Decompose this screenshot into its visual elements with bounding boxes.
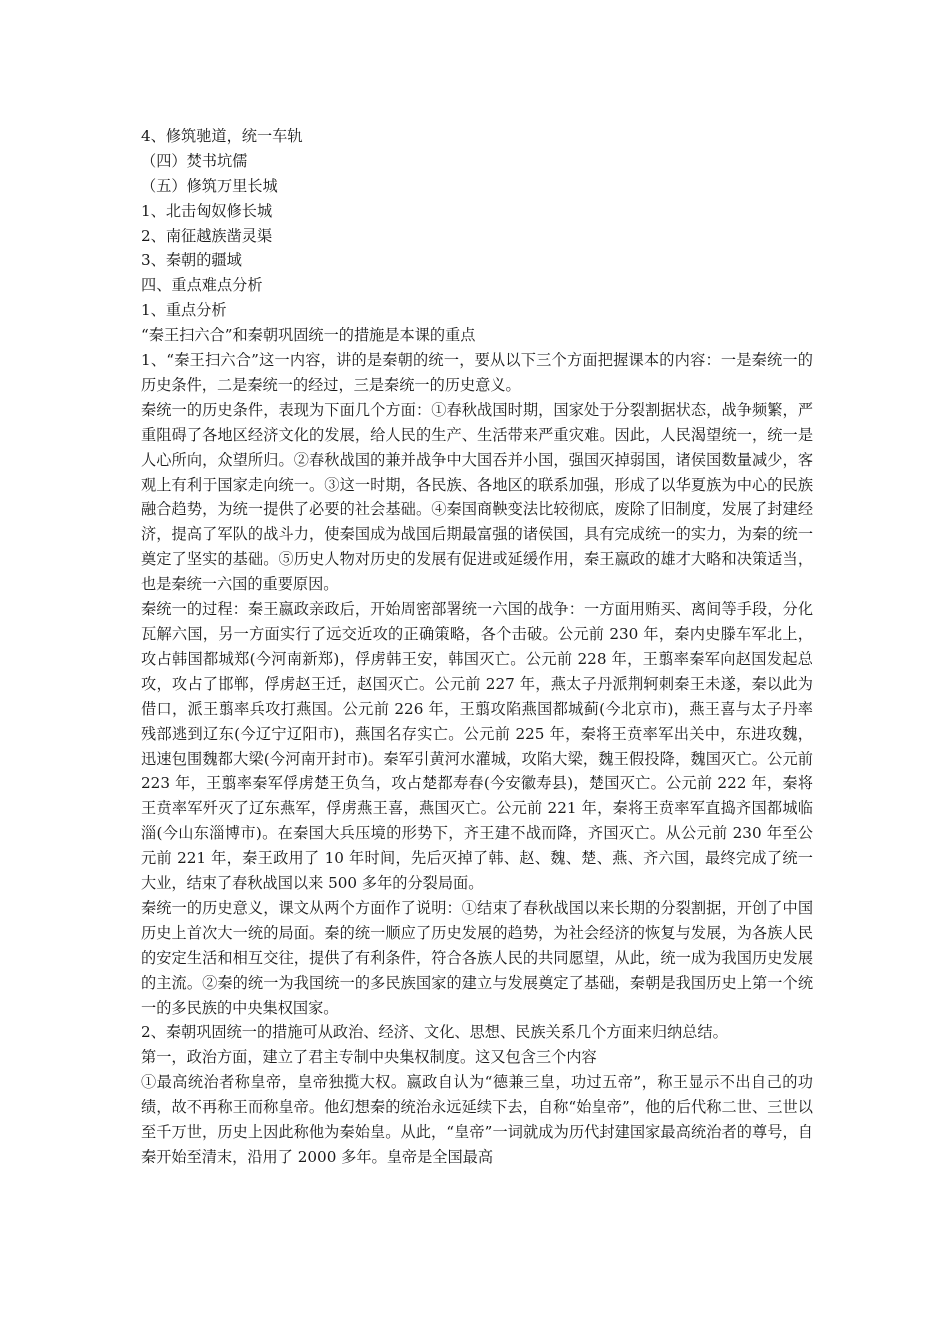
text-line: （四）焚书坑儒 bbox=[141, 151, 248, 170]
paragraph: 秦统一的历史意义，课文从两个方面作了说明：①结束了春秋战国以来长期的分裂割据，开创了中国历史上首次大一统的局面。秦的统一顺应了历史发展的趋势，为社会经济的恢复与发展，为各族人民的安定生活和相互交往，提供了有利条件，符合各族人民的共同愿望，从此，统一成为我国历史发展的主流。②秦的统一为我国统一的多民族国家的建立与发展奠定了基础，秦朝是我国历史上第一个统一的多民族的中央集权国家。 bbox=[141, 898, 813, 1017]
section-heading: 四、重点难点分析 bbox=[141, 276, 263, 295]
paragraph: 第一，政治方面，建立了君主专制中央集权制度。这又包含三个内容 bbox=[141, 1048, 597, 1067]
paragraph: 1、“秦王扫六合”这一内容，讲的是秦朝的统一，要从以下三个方面把握课本的内容：一是秦统一的历史条件，二是秦统一的经过，三是秦统一的历史意义。 bbox=[141, 351, 813, 394]
paragraph: 秦统一的历史条件，表现为下面几个方面：①春秋战国时期，国家处于分裂割据状态，战争频繁，严重阻碍了各地区经济文化的发展，给人民的生产、生活带来严重灾难。因此，人民渴望统一，统一是人心所向，众望所归。②春秋战国的兼并战争中大国吞并小国，强国灭掉弱国，诸侯国数量减少，客观上有利于国家走向统一。③这一时期，各民族、各地区的联系加强，形成了以华夏族为中心的民族融合趋势，为统一提供了必要的社会基础。④秦国商鞅变法比较彻底，废除了旧制度，发展了封建经济，提高了军队的战斗力，使秦国成为战国后期最富强的诸侯国，具有完成统一的实力，为秦的统一奠定了坚实的基础。⑤历史人物对历史的发展有促进或延缓作用，秦王嬴政的雄才大略和决策适当，也是秦统一六国的重要原因。 bbox=[141, 400, 813, 594]
text-line: 1、北击匈奴修长城 bbox=[141, 201, 273, 220]
paragraph: 2、秦朝巩固统一的措施可从政治、经济、文化、思想、民族关系几个方面来归纳总结。 bbox=[141, 1023, 728, 1042]
text-line: “秦王扫六合”和秦朝巩固统一的措施是本课的重点 bbox=[141, 326, 476, 345]
text-line: （五）修筑万里长城 bbox=[141, 176, 278, 195]
document-page bbox=[141, 124, 813, 1170]
text-line: 3、秦朝的疆域 bbox=[141, 251, 242, 270]
subsection-heading: 1、重点分析 bbox=[141, 301, 227, 320]
text-line: 4、修筑驰道，统一车轨 bbox=[141, 127, 303, 145]
paragraph: ①最高统治者称皇帝，皇帝独揽大权。嬴政自认为“德兼三皇，功过五帝”，称王显示不出自己的功绩，故不再称王而称皇帝。他幻想秦的统治永远延续下去，自称“始皇帝”，他的后代称二世、三世以至千万世，历史上因此称他为秦始皇。从此，“皇帝”一词就成为历代封建国家最高统治者的尊号，自秦开始至清末，沿用了 2000 多年。皇帝是全国最高 bbox=[141, 1073, 813, 1167]
paragraph: 秦统一的过程：秦王嬴政亲政后，开始周密部署统一六国的战争：一方面用贿买、离间等手段，分化瓦解六国，另一方面实行了远交近攻的正确策略，各个击破。公元前 230 年，秦内史滕车军北上，攻占韩国都城郑(今河南新郑)，俘虏韩王安，韩国灭亡。公元前 228 年，王翦率秦军向赵国发起总攻，攻占了邯郸，俘虏赵王迁，赵国灭亡。公元前 227 年，燕太子丹派荆轲刺秦王未遂，秦以此为借口，派王翦率兵攻打燕国。公元前 226 年，王翦攻陷燕国都城蓟(今北京市)，燕王喜与太子丹率残部逃到辽东(今辽宁辽阳市)，燕国名存实亡。公元前 225 年，秦将王贲率军出关中，东进攻魏，迅速包围魏都大梁(今河南开封市)。秦军引黄河水灌城，攻陷大梁，魏王假投降，魏国灭亡。公元前 223 年，王翦率秦军俘虏楚王负刍，攻占楚都寿春(今安徽寿县)，楚国灭亡。公元前 222 年，秦将王贲率军歼灭了辽东燕军，俘虏燕王喜，燕国灭亡。公元前 221 年，秦将王贲率军直捣齐国都城临淄(今山东淄博市)。在秦国大兵压境的形势下，齐王建不战而降，齐国灭亡。从公元前 230 年至公元前 221 年，秦王政用了 10 年时间，先后灭掉了韩、赵、魏、楚、燕、齐六国，最终完成了统一大业，结束了春秋战国以来 500 多年的分裂局面。 bbox=[141, 600, 813, 893]
text-line: 2、南征越族凿灵渠 bbox=[141, 226, 273, 245]
